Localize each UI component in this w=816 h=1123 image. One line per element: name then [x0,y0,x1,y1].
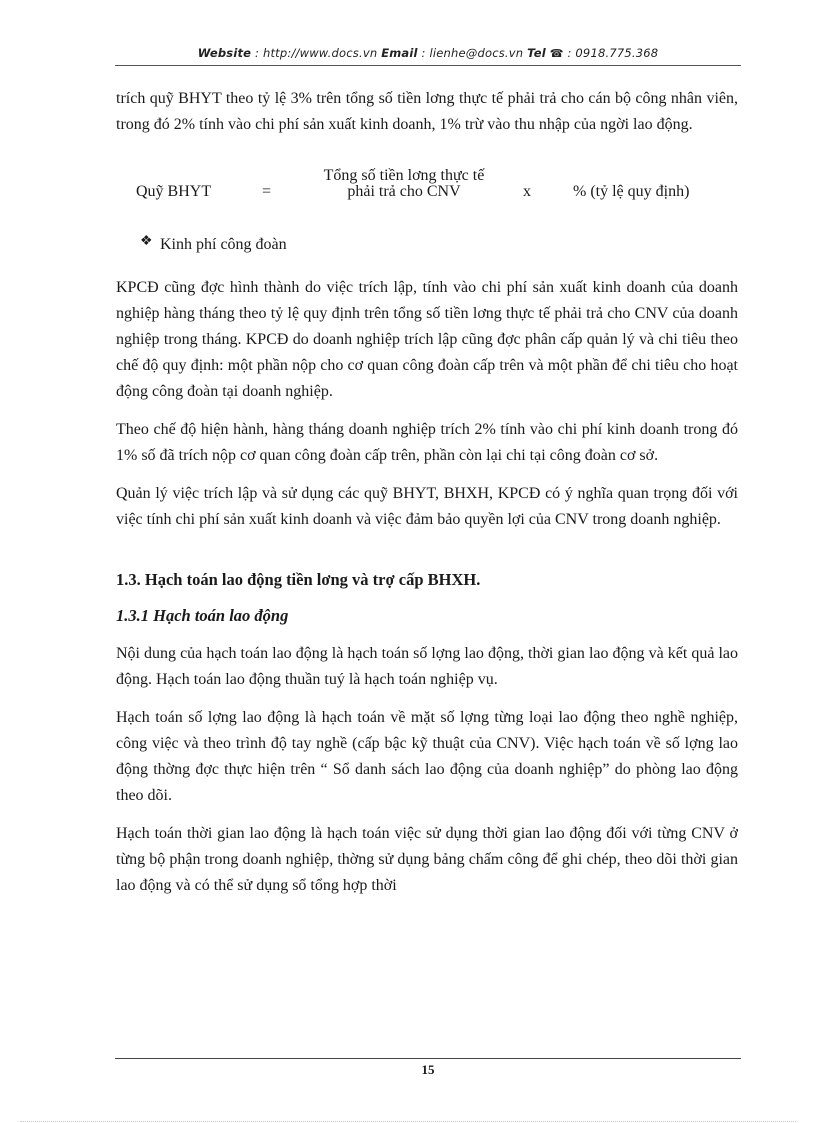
bhyt-formula [116,162,738,218]
paragraph-labor-quantity: Hạch toán số lợng lao động là hạch toán về mặt số lợng từng loại lao động theo nghề nghiệp, công việc và theo trình độ tay nghề (cấp bậc kỹ thuật của CNV). Việc hạch toán về số lợng lao động thờng đợc thực hiện trên “ Sổ danh sách lao động của doanh nghiệp” do phòng lao động theo dõi. [116,709,738,804]
paragraph-kpcd-formation: KPCĐ cũng đợc hình thành do việc trích lập, tính vào chi phí sản xuất kinh doanh của doanh nghiệp hàng tháng theo tỷ lệ quy định trên tổng số tiền lơng thực tế phải trả cho CNV của doanh nghiệp trong tháng. KPCĐ do doanh nghiệp trích lập cũng đợc phân cấp quản lý và chi tiêu theo chế độ quy định: một phần nộp cho cơ quan công đoàn cấp trên và một phần để chi tiêu cho hoạt động công đoàn tại doanh nghiệp. [116,279,738,400]
subsection-heading: 1.3.1 Hạch toán lao động [116,606,289,625]
page-header [115,46,741,60]
footer-rule [115,1058,741,1059]
email-value: : lienhe@docs.vn [417,46,528,60]
paragraph-fund-management: Quản lý việc trích lập và sử dụng các quỹ BHYT, BHXH, KPCĐ có ý nghĩa quan trọng đối với việc tính chi phí sản xuất kinh doanh và việc đảm bảo quyền lợi của CNV trong doanh nghiệp. [116,485,738,528]
bullet-text: Kinh phí công đoàn [160,236,287,253]
page-number: 15 [421,1062,435,1074]
email-label: Email [381,46,418,60]
page-content [116,86,738,911]
formula-equals: = [262,183,272,200]
header-rule [115,65,741,66]
tel-label: Tel [527,46,546,60]
tel-value: : 0918.775.368 [563,46,659,60]
paragraph-labor-accounting: Nội dung của hạch toán lao động là hạch toán số lợng lao động, thời gian lao động và kết quả lao động. Hạch toán lao động thuần tuý là hạch toán nghiệp vụ. [116,645,738,688]
formula-lhs: Quỹ BHYT [136,183,212,200]
paragraph-bhyt-rate: trích quỹ BHYT theo tỷ lệ 3% trên tổng số tiền lơng thực tế phải trả cho cán bộ công nhân viên, trong đó 2% tính vào chi phí sản xuất kinh doanh, 1% trừ vào thu nhập của ngời lao động. [116,90,738,133]
page-bottom-border [20,1121,796,1122]
formula-numerator: Tổng số tiền lơng thực tế [323,167,485,184]
paragraph-labor-time: Hạch toán thời gian lao động là hạch toán việc sử dụng thời gian lao động đối với từng CNV ở từng bộ phận trong doanh nghiệp, thờng sử dụng bảng chấm công để ghi chép, theo dõi thời gian lao động và có thể sử dụng sổ tổng hợp thời [116,825,738,894]
formula-rhs: % (tỷ lệ quy định) [573,183,690,200]
formula-denominator: phải trả cho CNV [347,183,461,200]
phone-icon: ☎ [549,47,564,60]
website-value: : http://www.docs.vn [251,46,382,60]
website-label: Website [197,46,252,60]
formula-times: x [523,183,531,200]
diamond-bullet-icon: ❖ [140,234,153,249]
section-heading: 1.3. Hạch toán lao động tiền lơng và trợ cấp BHXH. [116,570,481,589]
bullet-kpcd [140,232,738,259]
paragraph-kpcd-current: Theo chế độ hiện hành, hàng tháng doanh nghiệp trích 2% tính vào chi phí kinh doanh trong đó 1% số đã trích nộp cơ quan công đoàn cấp trên, phần còn lại chi tại công đoàn cơ sở. [116,421,738,464]
